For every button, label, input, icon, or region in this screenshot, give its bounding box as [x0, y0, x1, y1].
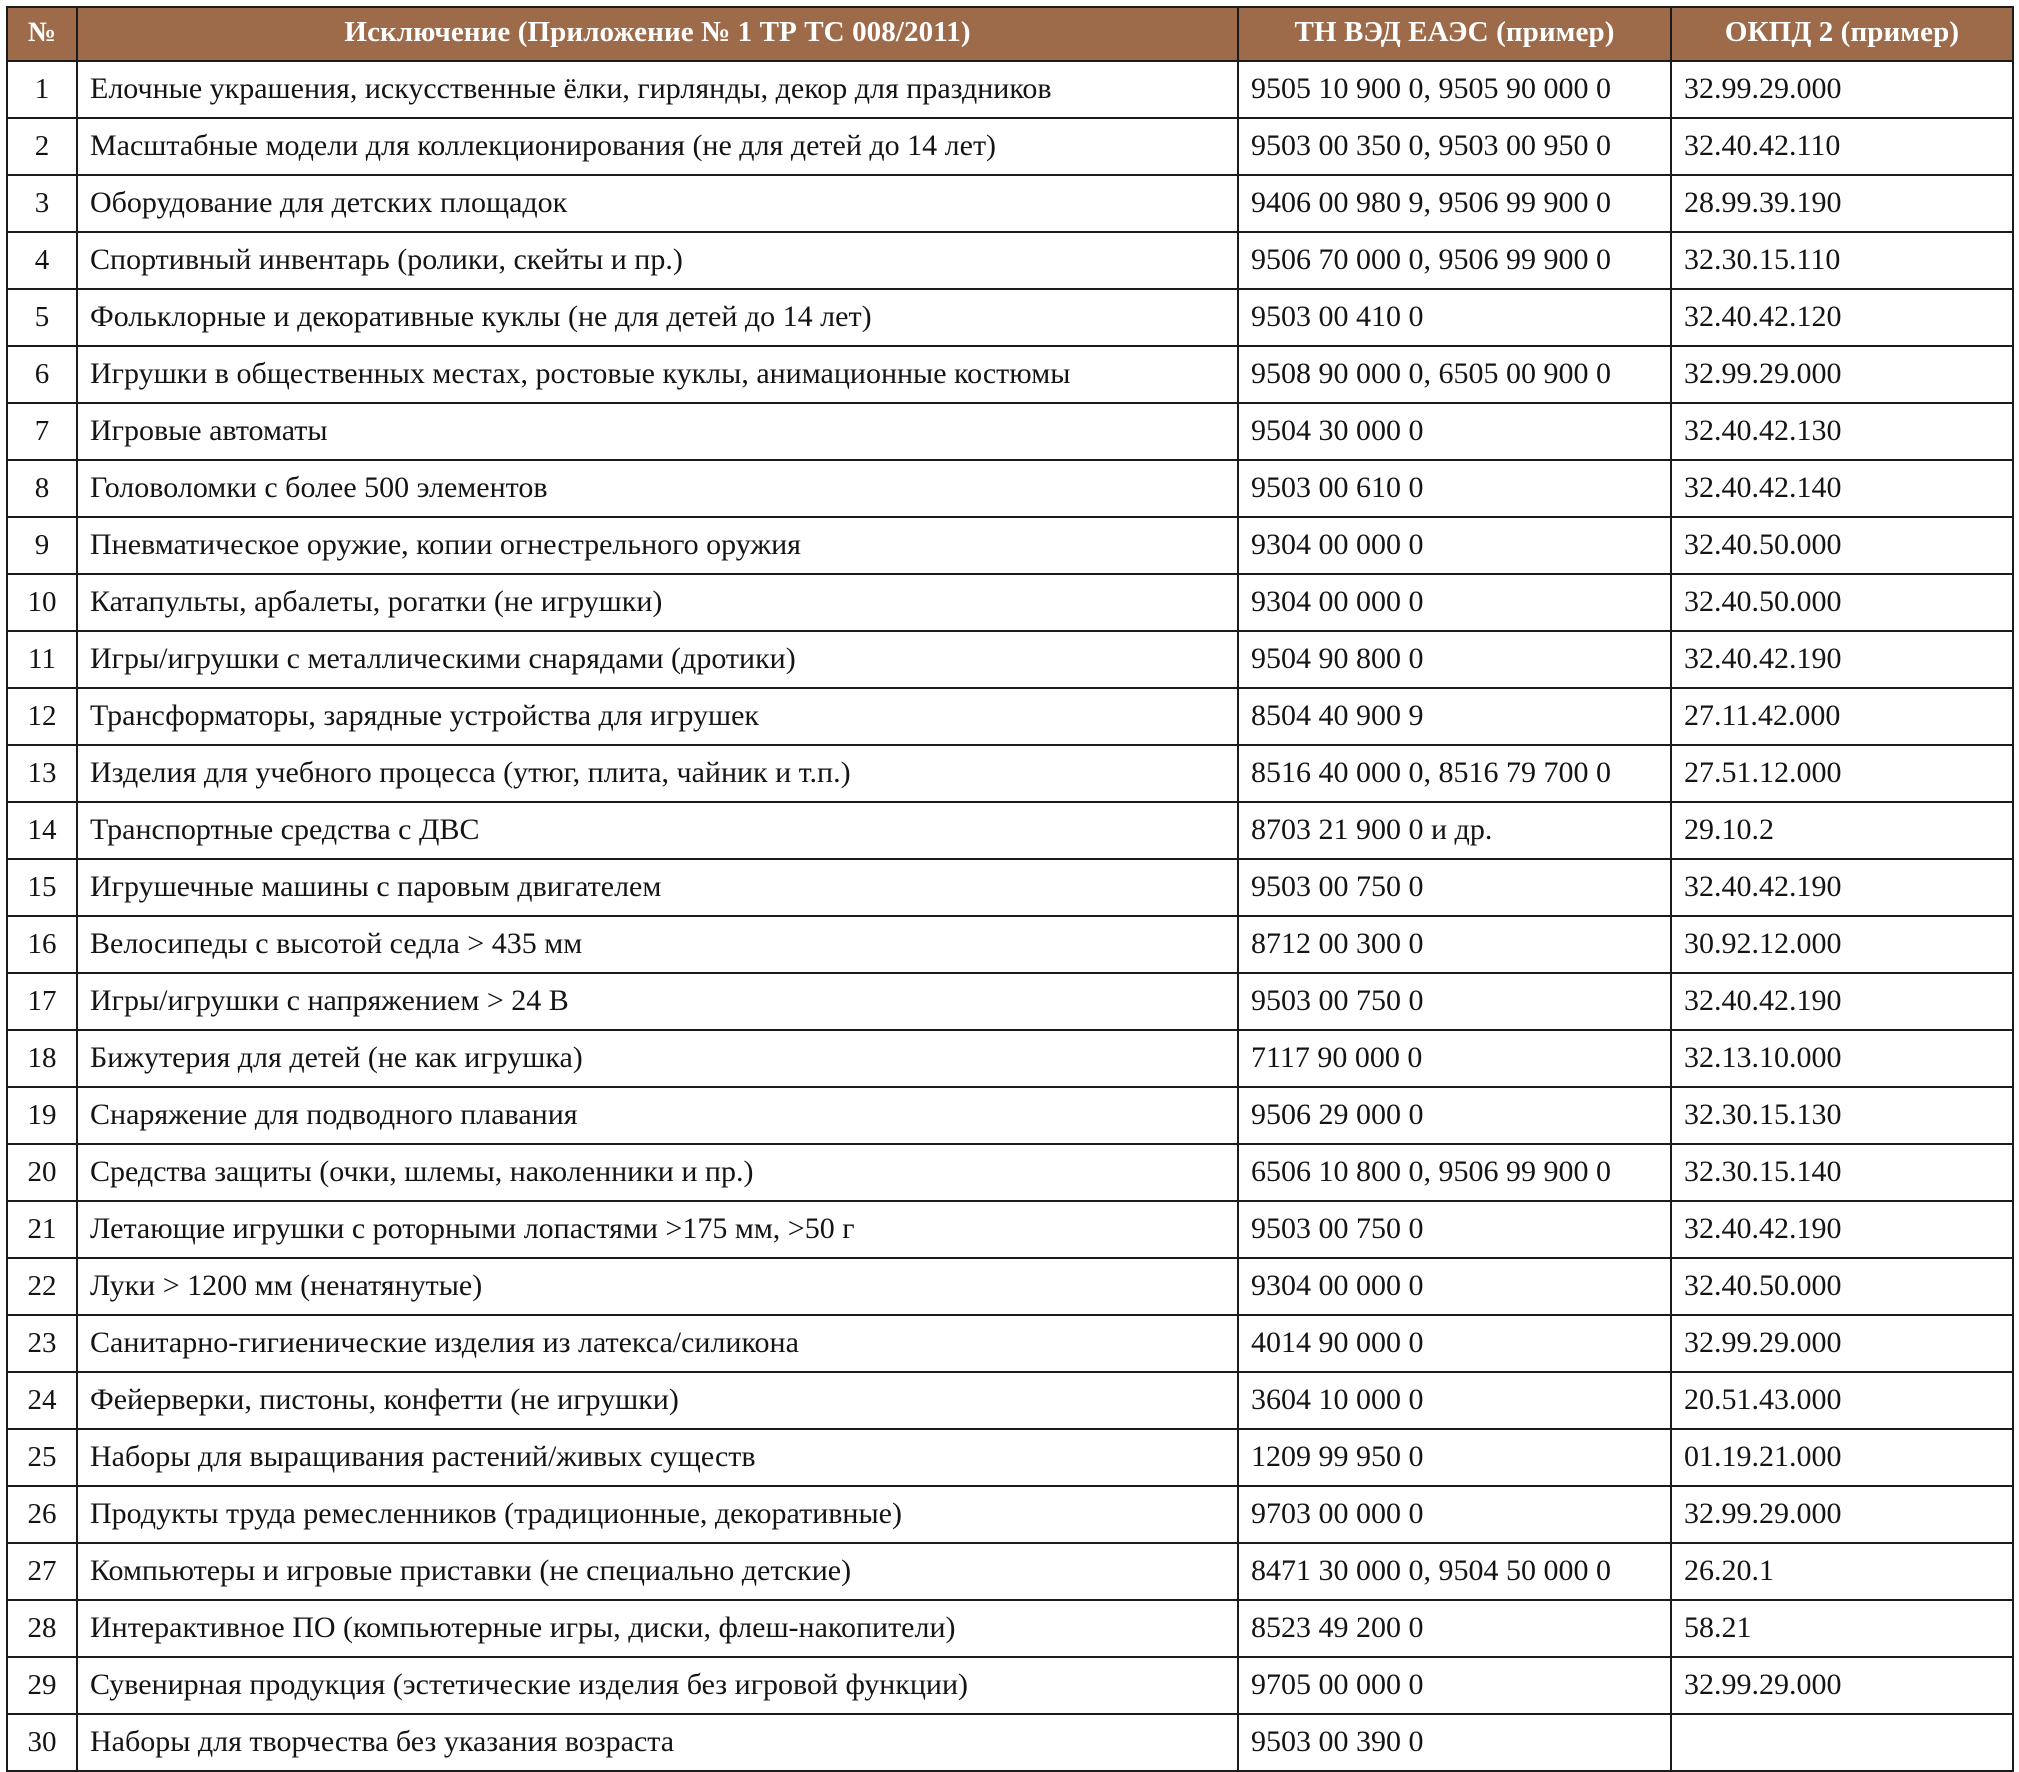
okpd-code-cell: 32.99.29.000: [1671, 1657, 2013, 1714]
row-number-cell: 12: [7, 688, 77, 745]
exclusion-description-cell: Наборы для выращивания растений/живых существ: [77, 1429, 1238, 1486]
row-number-cell: 9: [7, 517, 77, 574]
table-row: [7, 61, 2013, 118]
okpd-code-cell: 30.92.12.000: [1671, 916, 2013, 973]
exclusion-description-cell: Игры/игрушки с металлическими снарядами (дротики): [77, 631, 1238, 688]
exclusions-table: [6, 6, 2014, 1772]
okpd-code-cell: 32.40.42.110: [1671, 118, 2013, 175]
row-number-cell: 4: [7, 232, 77, 289]
okpd-code-cell: 27.51.12.000: [1671, 745, 2013, 802]
exclusion-description-cell: Луки > 1200 мм (ненатянутые): [77, 1258, 1238, 1315]
table-row: [7, 1600, 2013, 1657]
row-number-cell: 1: [7, 61, 77, 118]
row-number-cell: 29: [7, 1657, 77, 1714]
tnved-code-cell: 9406 00 980 9, 9506 99 900 0: [1238, 175, 1671, 232]
okpd-code-cell: 32.30.15.130: [1671, 1087, 2013, 1144]
exclusion-description-cell: Летающие игрушки с роторными лопастями >175 мм, >50 г: [77, 1201, 1238, 1258]
table-row: [7, 1714, 2013, 1771]
tnved-code-cell: 8703 21 900 0 и др.: [1238, 802, 1671, 859]
okpd-code-cell: 32.40.42.190: [1671, 859, 2013, 916]
okpd-code-cell: 32.40.50.000: [1671, 517, 2013, 574]
exclusion-description-cell: Игрушечные машины с паровым двигателем: [77, 859, 1238, 916]
table-row: [7, 289, 2013, 346]
exclusion-description-cell: Продукты труда ремесленников (традиционные, декоративные): [77, 1486, 1238, 1543]
table-row: [7, 1315, 2013, 1372]
column-header-number: №: [7, 7, 77, 61]
row-number-cell: 5: [7, 289, 77, 346]
table-row: [7, 1030, 2013, 1087]
table-row: [7, 346, 2013, 403]
okpd-code-cell: 32.40.50.000: [1671, 1258, 2013, 1315]
tnved-code-cell: 9503 00 410 0: [1238, 289, 1671, 346]
row-number-cell: 22: [7, 1258, 77, 1315]
column-header-okpd: ОКПД 2 (пример): [1671, 7, 2013, 61]
tnved-code-cell: 9503 00 350 0, 9503 00 950 0: [1238, 118, 1671, 175]
okpd-code-cell: 20.51.43.000: [1671, 1372, 2013, 1429]
table-row: [7, 460, 2013, 517]
tnved-code-cell: 9506 70 000 0, 9506 99 900 0: [1238, 232, 1671, 289]
okpd-code-cell: 32.40.50.000: [1671, 574, 2013, 631]
row-number-cell: 17: [7, 973, 77, 1030]
row-number-cell: 30: [7, 1714, 77, 1771]
tnved-code-cell: 8504 40 900 9: [1238, 688, 1671, 745]
exclusion-description-cell: Головоломки с более 500 элементов: [77, 460, 1238, 517]
okpd-code-cell: 32.40.42.120: [1671, 289, 2013, 346]
table-row: [7, 1372, 2013, 1429]
table-body: [7, 61, 2013, 1771]
okpd-code-cell: 58.21: [1671, 1600, 2013, 1657]
tnved-code-cell: 9506 29 000 0: [1238, 1087, 1671, 1144]
tnved-code-cell: 8471 30 000 0, 9504 50 000 0: [1238, 1543, 1671, 1600]
row-number-cell: 19: [7, 1087, 77, 1144]
okpd-code-cell: 32.13.10.000: [1671, 1030, 2013, 1087]
exclusion-description-cell: Транспортные средства с ДВС: [77, 802, 1238, 859]
exclusion-description-cell: Оборудование для детских площадок: [77, 175, 1238, 232]
exclusion-description-cell: Бижутерия для детей (не как игрушка): [77, 1030, 1238, 1087]
okpd-code-cell: 32.40.42.140: [1671, 460, 2013, 517]
row-number-cell: 14: [7, 802, 77, 859]
tnved-code-cell: 9504 30 000 0: [1238, 403, 1671, 460]
table-row: [7, 745, 2013, 802]
row-number-cell: 28: [7, 1600, 77, 1657]
row-number-cell: 27: [7, 1543, 77, 1600]
exclusion-description-cell: Сувенирная продукция (эстетические изделия без игровой функции): [77, 1657, 1238, 1714]
row-number-cell: 20: [7, 1144, 77, 1201]
row-number-cell: 7: [7, 403, 77, 460]
tnved-code-cell: 9503 00 390 0: [1238, 1714, 1671, 1771]
tnved-code-cell: 6506 10 800 0, 9506 99 900 0: [1238, 1144, 1671, 1201]
okpd-code-cell: 32.40.42.130: [1671, 403, 2013, 460]
exclusion-description-cell: Масштабные модели для коллекционирования (не для детей до 14 лет): [77, 118, 1238, 175]
okpd-code-cell: 26.20.1: [1671, 1543, 2013, 1600]
table-row: [7, 1543, 2013, 1600]
table-row: [7, 1087, 2013, 1144]
tnved-code-cell: 9503 00 750 0: [1238, 1201, 1671, 1258]
exclusion-description-cell: Средства защиты (очки, шлемы, наколенники и пр.): [77, 1144, 1238, 1201]
table-row: [7, 631, 2013, 688]
okpd-code-cell: 27.11.42.000: [1671, 688, 2013, 745]
table-row: [7, 859, 2013, 916]
row-number-cell: 16: [7, 916, 77, 973]
tnved-code-cell: 9304 00 000 0: [1238, 1258, 1671, 1315]
tnved-code-cell: 1209 99 950 0: [1238, 1429, 1671, 1486]
tnved-code-cell: 9503 00 610 0: [1238, 460, 1671, 517]
tnved-code-cell: 9304 00 000 0: [1238, 517, 1671, 574]
okpd-code-cell: 32.99.29.000: [1671, 1315, 2013, 1372]
tnved-code-cell: 9705 00 000 0: [1238, 1657, 1671, 1714]
okpd-code-cell: 32.30.15.140: [1671, 1144, 2013, 1201]
okpd-code-cell: 32.99.29.000: [1671, 346, 2013, 403]
row-number-cell: 21: [7, 1201, 77, 1258]
exclusion-description-cell: Компьютеры и игровые приставки (не специально детские): [77, 1543, 1238, 1600]
table-row: [7, 1144, 2013, 1201]
exclusion-description-cell: Игры/игрушки с напряжением > 24 В: [77, 973, 1238, 1030]
tnved-code-cell: 9505 10 900 0, 9505 90 000 0: [1238, 61, 1671, 118]
exclusion-description-cell: Пневматическое оружие, копии огнестрельного оружия: [77, 517, 1238, 574]
row-number-cell: 18: [7, 1030, 77, 1087]
tnved-code-cell: 9703 00 000 0: [1238, 1486, 1671, 1543]
tnved-code-cell: 3604 10 000 0: [1238, 1372, 1671, 1429]
tnved-code-cell: 9304 00 000 0: [1238, 574, 1671, 631]
okpd-code-cell: 01.19.21.000: [1671, 1429, 2013, 1486]
tnved-code-cell: 4014 90 000 0: [1238, 1315, 1671, 1372]
table-row: [7, 517, 2013, 574]
exclusion-description-cell: Трансформаторы, зарядные устройства для игрушек: [77, 688, 1238, 745]
row-number-cell: 23: [7, 1315, 77, 1372]
tnved-code-cell: 9503 00 750 0: [1238, 859, 1671, 916]
row-number-cell: 11: [7, 631, 77, 688]
exclusion-description-cell: Санитарно-гигиенические изделия из латекса/силикона: [77, 1315, 1238, 1372]
okpd-code-cell: 32.40.42.190: [1671, 631, 2013, 688]
tnved-code-cell: 7117 90 000 0: [1238, 1030, 1671, 1087]
tnved-code-cell: 8516 40 000 0, 8516 79 700 0: [1238, 745, 1671, 802]
row-number-cell: 24: [7, 1372, 77, 1429]
table-row: [7, 175, 2013, 232]
table-header-row: [7, 7, 2013, 61]
okpd-code-cell: 32.99.29.000: [1671, 1486, 2013, 1543]
tnved-code-cell: 9508 90 000 0, 6505 00 900 0: [1238, 346, 1671, 403]
table-row: [7, 118, 2013, 175]
okpd-code-cell: 28.99.39.190: [1671, 175, 2013, 232]
table-row: [7, 1258, 2013, 1315]
exclusion-description-cell: Велосипеды с высотой седла > 435 мм: [77, 916, 1238, 973]
okpd-code-cell: 32.40.42.190: [1671, 1201, 2013, 1258]
table-row: [7, 916, 2013, 973]
exclusion-description-cell: Наборы для творчества без указания возраста: [77, 1714, 1238, 1771]
tnved-code-cell: 8712 00 300 0: [1238, 916, 1671, 973]
table-row: [7, 232, 2013, 289]
table-row: [7, 1201, 2013, 1258]
table-row: [7, 403, 2013, 460]
okpd-code-cell: 32.99.29.000: [1671, 61, 2013, 118]
exclusion-description-cell: Елочные украшения, искусственные ёлки, гирлянды, декор для праздников: [77, 61, 1238, 118]
exclusion-description-cell: Снаряжение для подводного плавания: [77, 1087, 1238, 1144]
exclusion-description-cell: Катапульты, арбалеты, рогатки (не игрушки): [77, 574, 1238, 631]
row-number-cell: 3: [7, 175, 77, 232]
row-number-cell: 13: [7, 745, 77, 802]
column-header-tnved: ТН ВЭД ЕАЭС (пример): [1238, 7, 1671, 61]
tnved-code-cell: 8523 49 200 0: [1238, 1600, 1671, 1657]
table-row: [7, 1486, 2013, 1543]
okpd-code-cell: 32.40.42.190: [1671, 973, 2013, 1030]
row-number-cell: 2: [7, 118, 77, 175]
table-row: [7, 1429, 2013, 1486]
exclusion-description-cell: Игрушки в общественных местах, ростовые куклы, анимационные костюмы: [77, 346, 1238, 403]
table-row: [7, 688, 2013, 745]
exclusion-description-cell: Интерактивное ПО (компьютерные игры, диски, флеш-накопители): [77, 1600, 1238, 1657]
table-row: [7, 574, 2013, 631]
row-number-cell: 8: [7, 460, 77, 517]
row-number-cell: 10: [7, 574, 77, 631]
table-header: [7, 7, 2013, 61]
tnved-code-cell: 9504 90 800 0: [1238, 631, 1671, 688]
row-number-cell: 15: [7, 859, 77, 916]
table-row: [7, 973, 2013, 1030]
okpd-code-cell: 32.30.15.110: [1671, 232, 2013, 289]
exclusion-description-cell: Спортивный инвентарь (ролики, скейты и пр.): [77, 232, 1238, 289]
okpd-code-cell: [1671, 1714, 2013, 1771]
exclusion-description-cell: Игровые автоматы: [77, 403, 1238, 460]
row-number-cell: 25: [7, 1429, 77, 1486]
exclusion-description-cell: Фольклорные и декоративные куклы (не для детей до 14 лет): [77, 289, 1238, 346]
tnved-code-cell: 9503 00 750 0: [1238, 973, 1671, 1030]
table-row: [7, 1657, 2013, 1714]
okpd-code-cell: 29.10.2: [1671, 802, 2013, 859]
row-number-cell: 26: [7, 1486, 77, 1543]
column-header-exclusion: Исключение (Приложение № 1 ТР ТС 008/2011): [77, 7, 1238, 61]
row-number-cell: 6: [7, 346, 77, 403]
exclusion-description-cell: Фейерверки, пистоны, конфетти (не игрушки): [77, 1372, 1238, 1429]
exclusion-description-cell: Изделия для учебного процесса (утюг, плита, чайник и т.п.): [77, 745, 1238, 802]
table-row: [7, 802, 2013, 859]
